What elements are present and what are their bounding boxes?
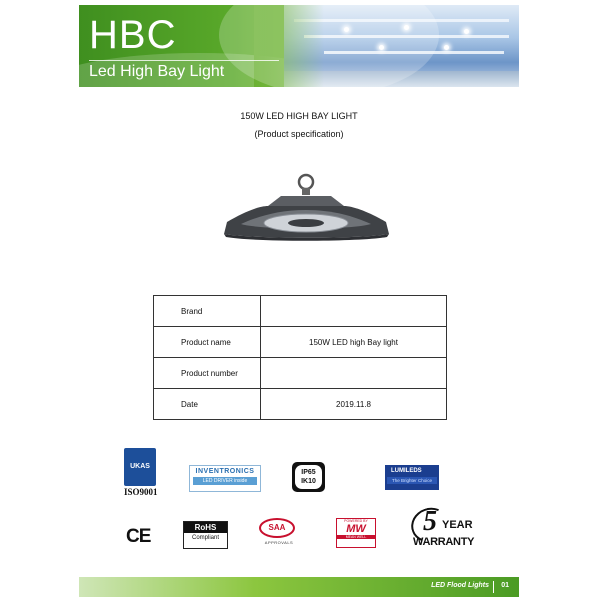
header-subtitle: Led High Bay Light xyxy=(89,63,225,80)
lumileds-logo xyxy=(385,465,439,490)
warranty-badge xyxy=(409,506,479,550)
spec-value xyxy=(261,358,447,389)
table-row xyxy=(154,296,447,327)
inventronics-logo xyxy=(189,465,261,492)
spec-value xyxy=(261,296,447,327)
header-title: HBC xyxy=(89,13,177,57)
banner-swoosh xyxy=(219,5,439,87)
ik10-label: IK10 xyxy=(301,478,316,485)
header-banner xyxy=(79,5,519,87)
ukas-badge: UKAS xyxy=(124,448,156,486)
ukas-logo xyxy=(124,448,158,498)
page-number: 01 xyxy=(501,582,509,589)
footer-label: LED Flood Lights xyxy=(431,582,489,589)
spec-table xyxy=(153,295,447,420)
warranty-unit: YEAR xyxy=(442,519,473,531)
ceiling-lamp xyxy=(464,29,469,34)
inventronics-name: INVENTRONICS xyxy=(195,468,255,475)
rohs-logo xyxy=(183,521,228,549)
lumileds-tagline: The Brighter Choice xyxy=(387,477,437,484)
ce-mark: CE xyxy=(126,526,151,547)
spec-label: Date xyxy=(154,389,261,420)
saa-logo xyxy=(259,518,299,548)
saa-mark: SAA xyxy=(259,518,295,538)
high-bay-lamp-image xyxy=(219,172,394,247)
spec-value: 150W LED high Bay light xyxy=(261,327,447,358)
footer-bar xyxy=(79,577,519,597)
saa-caption: APPROVALS xyxy=(264,540,294,545)
ip-rating xyxy=(295,465,322,489)
ip65-label: IP65 xyxy=(301,469,316,476)
lumileds-name: LUMILEDS xyxy=(391,468,422,474)
spec-value: 2019.11.8 xyxy=(261,389,447,420)
table-row xyxy=(154,358,447,389)
document-subtitle: (Product specification) xyxy=(254,129,344,139)
inventronics-tagline: LED DRIVER inside xyxy=(193,477,257,485)
table-row xyxy=(154,389,447,420)
rohs-title: RoHS xyxy=(184,522,227,533)
iso9001-label: ISO9001 xyxy=(124,487,158,497)
meanwell-logo xyxy=(336,518,376,548)
warranty-word: WARRANTY xyxy=(413,536,475,548)
warranty-years: 5 xyxy=(423,506,437,537)
spec-label: Brand xyxy=(154,296,261,327)
meanwell-bottom: MEAN WELL xyxy=(337,535,375,539)
rohs-compliant: Compliant xyxy=(191,535,219,541)
spec-page xyxy=(79,0,519,600)
spec-label: Product name xyxy=(154,327,261,358)
ip65-ik10-badge xyxy=(292,462,325,492)
meanwell-mark: MW xyxy=(346,523,366,535)
header-rule xyxy=(89,60,279,61)
table-row xyxy=(154,327,447,358)
document-title: 150W LED HIGH BAY LIGHT xyxy=(240,111,358,121)
footer-separator xyxy=(493,581,494,593)
meanwell-top: POWERED BY xyxy=(344,519,368,523)
ceiling-lamp xyxy=(444,45,449,50)
spec-label: Product number xyxy=(154,358,261,389)
